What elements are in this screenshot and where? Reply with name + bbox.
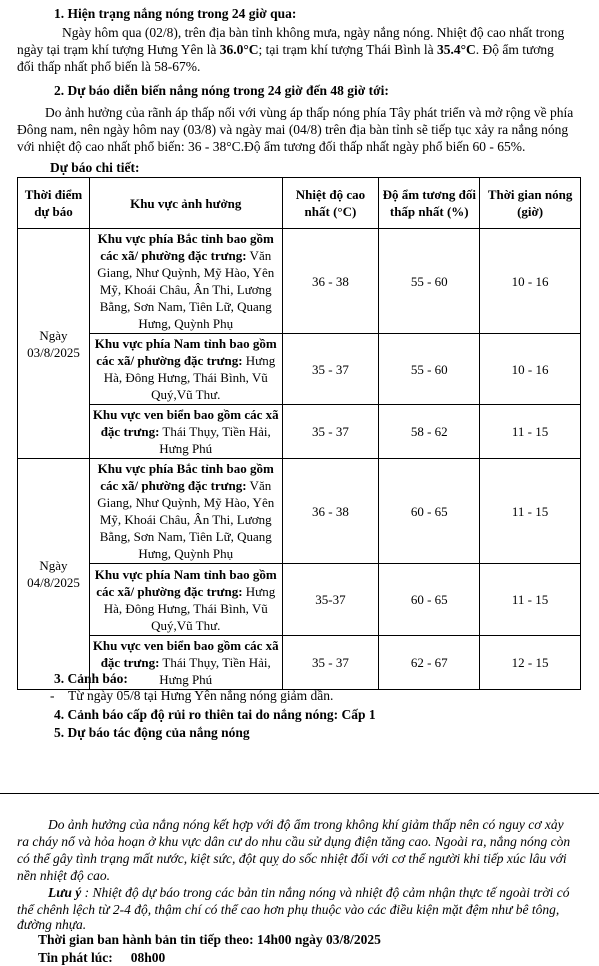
divider-line [0, 793, 599, 794]
humidity-cell: 55 - 60 [379, 229, 480, 334]
duration-cell: 12 - 15 [480, 636, 581, 690]
duration-cell: 11 - 15 [480, 564, 581, 636]
area-cell: Khu vực ven biển bao gồm các xã đặc trưng: Thái Thụy, Tiền Hải, Hưng Phú [89, 405, 282, 459]
section3-title: 3. Cảnh báo: [54, 671, 128, 686]
temp-cell: 35 - 37 [282, 636, 379, 690]
date-cell: Ngày 03/8/2025 [18, 229, 90, 459]
section1-line3: đối thấp nhất phổ biến là 58-67%. [17, 59, 201, 74]
header-time: Thời điểm dự báo [18, 178, 90, 229]
area-cell: Khu vực phía Nam tỉnh bao gồm các xã/ phường đặc trưng: Hưng Hà, Đông Hưng, Thái Bình, Vũ Quý,Vũ Thư. [89, 564, 282, 636]
temp-cell: 36 - 38 [282, 229, 379, 334]
table-row [18, 564, 581, 636]
duration-cell: 11 - 15 [480, 405, 581, 459]
section3-bullet: - [50, 688, 55, 703]
detail-label: Dự báo chi tiết: [50, 160, 140, 175]
header-duration: Thời gian nóng (giờ) [480, 178, 581, 229]
section1-line2: ngày tại trạm khí tượng Hưng Yên là 36.0°C; tại trạm khí tượng Thái Bình là 35.4°C. Độ ẩm tương [17, 42, 554, 57]
humidity-cell: 62 - 67 [379, 636, 480, 690]
note-line3: đường nhựa. [17, 917, 87, 932]
humidity-cell: 60 - 65 [379, 564, 480, 636]
table-row [18, 229, 581, 334]
header-temp: Nhiệt độ cao nhất (°C) [282, 178, 379, 229]
impact-line2: ra cháy nổ và hỏa hoạn ở khu vực dân cư do nhu cầu sử dụng điện tăng cao. Ngoài ra, nắng nóng còn [17, 834, 571, 849]
note-line2: thể chênh lệch từ 2-4 độ, thậm chí có thể cao hơn phụ thuộc vào các điều kiện mặt đệm như bê tông, [17, 902, 560, 917]
section3-item: Từ ngày 05/8 tại Hưng Yên nắng nóng giảm dần. [68, 688, 334, 703]
duration-cell: 10 - 16 [480, 334, 581, 405]
temp-cell: 35 - 37 [282, 405, 379, 459]
table-row [18, 459, 581, 564]
section5-title: 5. Dự báo tác động của nắng nóng [54, 725, 250, 740]
temp-cell: 36 - 38 [282, 459, 379, 564]
duration-cell: 11 - 15 [480, 459, 581, 564]
section1-title: 1. Hiện trạng nắng nóng trong 24 giờ qua: [54, 6, 297, 21]
section2-line1: Do ảnh hưởng của rãnh áp thấp nối với vùng áp thấp nóng phía Tây phát triển và mở rộng về phía [45, 105, 574, 120]
impact-line3: có thể gây tình trạng mất nước, kiệt sức, đột quỵ do sốc nhiệt đối với cơ thể người khi tiếp xúc lâu với [17, 851, 567, 866]
header-humidity: Độ ẩm tương đối thấp nhất (%) [379, 178, 480, 229]
area-cell: Khu vực phía Nam tỉnh bao gồm các xã/ phường đặc trưng: Hưng Hà, Đông Hưng, Thái Bình, Vũ Quý,Vũ Thư. [89, 334, 282, 405]
humidity-cell: 55 - 60 [379, 334, 480, 405]
temp-cell: 35 - 37 [282, 334, 379, 405]
section2-line2: Đông nam, nên ngày hôm nay (03/8) và ngày mai (04/8) trên địa bàn tỉnh sẽ tiếp tục xảy ra nắng nóng [17, 122, 569, 137]
issued-time: Tin phát lúc: 08h00 [38, 950, 166, 965]
section2-line3: với nhiệt độ cao nhất phổ biến: 36 - 38°C.Độ ẩm tương đối thấp nhất ngày phổ biến 60 - 65%. [17, 139, 526, 154]
header-area: Khu vực ảnh hưởng [89, 178, 282, 229]
next-issue-time: Thời gian ban hành bản tin tiếp theo: 14h00 ngày 03/8/2025 [38, 932, 381, 947]
impact-line1: Do ảnh hưởng của nắng nóng kết hợp với độ ẩm trong không khí giảm thấp nên có nguy cơ xảy [48, 817, 564, 832]
humidity-cell: 60 - 65 [379, 459, 480, 564]
humidity-cell: 58 - 62 [379, 405, 480, 459]
area-cell: Khu vực phía Bắc tỉnh bao gồm các xã/ phường đặc trưng: Văn Giang, Như Quỳnh, Mỹ Hào, Yên Mỹ, Khoái Châu, Ân Thi, Lương Bằng, Sơn Nam, Tiên Lữ, Quang Hưng, Quỳnh Phụ [89, 459, 282, 564]
table-header-row [18, 178, 581, 229]
forecast-table [17, 177, 581, 690]
duration-cell: 10 - 16 [480, 229, 581, 334]
table-row [18, 334, 581, 405]
area-cell: Khu vực ven biển bao gồm các xã đặc trưng: Thái Thụy, Tiền Hải, Hưng Phú [89, 636, 282, 690]
area-cell: Khu vực phía Bắc tỉnh bao gồm các xã/ phường đặc trưng: Văn Giang, Như Quỳnh, Mỹ Hào, Yên Mỹ, Khoái Châu, Ân Thi, Lương Bằng, Sơn Nam, Tiên Lữ, Quang Hưng, Quỳnh Phụ [89, 229, 282, 334]
section2-title: 2. Dự báo diễn biến nắng nóng trong 24 giờ đến 48 giờ tới: [54, 83, 389, 98]
impact-line4: nền nhiệt độ cao. [17, 868, 110, 883]
date-cell: Ngày 04/8/2025 [18, 459, 90, 690]
section1-line1: Ngày hôm qua (02/8), trên địa bàn tỉnh không mưa, ngày nắng nóng. Nhiệt độ cao nhất trong [62, 25, 565, 40]
note-line1: Lưu ý : Nhiệt độ dự báo trong các bản tin nắng nóng và nhiệt độ cảm nhận thực tế ngoài trời có [48, 885, 570, 900]
temp-cell: 35-37 [282, 564, 379, 636]
table-row [18, 405, 581, 459]
section4-title: 4. Cảnh báo cấp độ rủi ro thiên tai do nắng nóng: Cấp 1 [54, 707, 376, 722]
